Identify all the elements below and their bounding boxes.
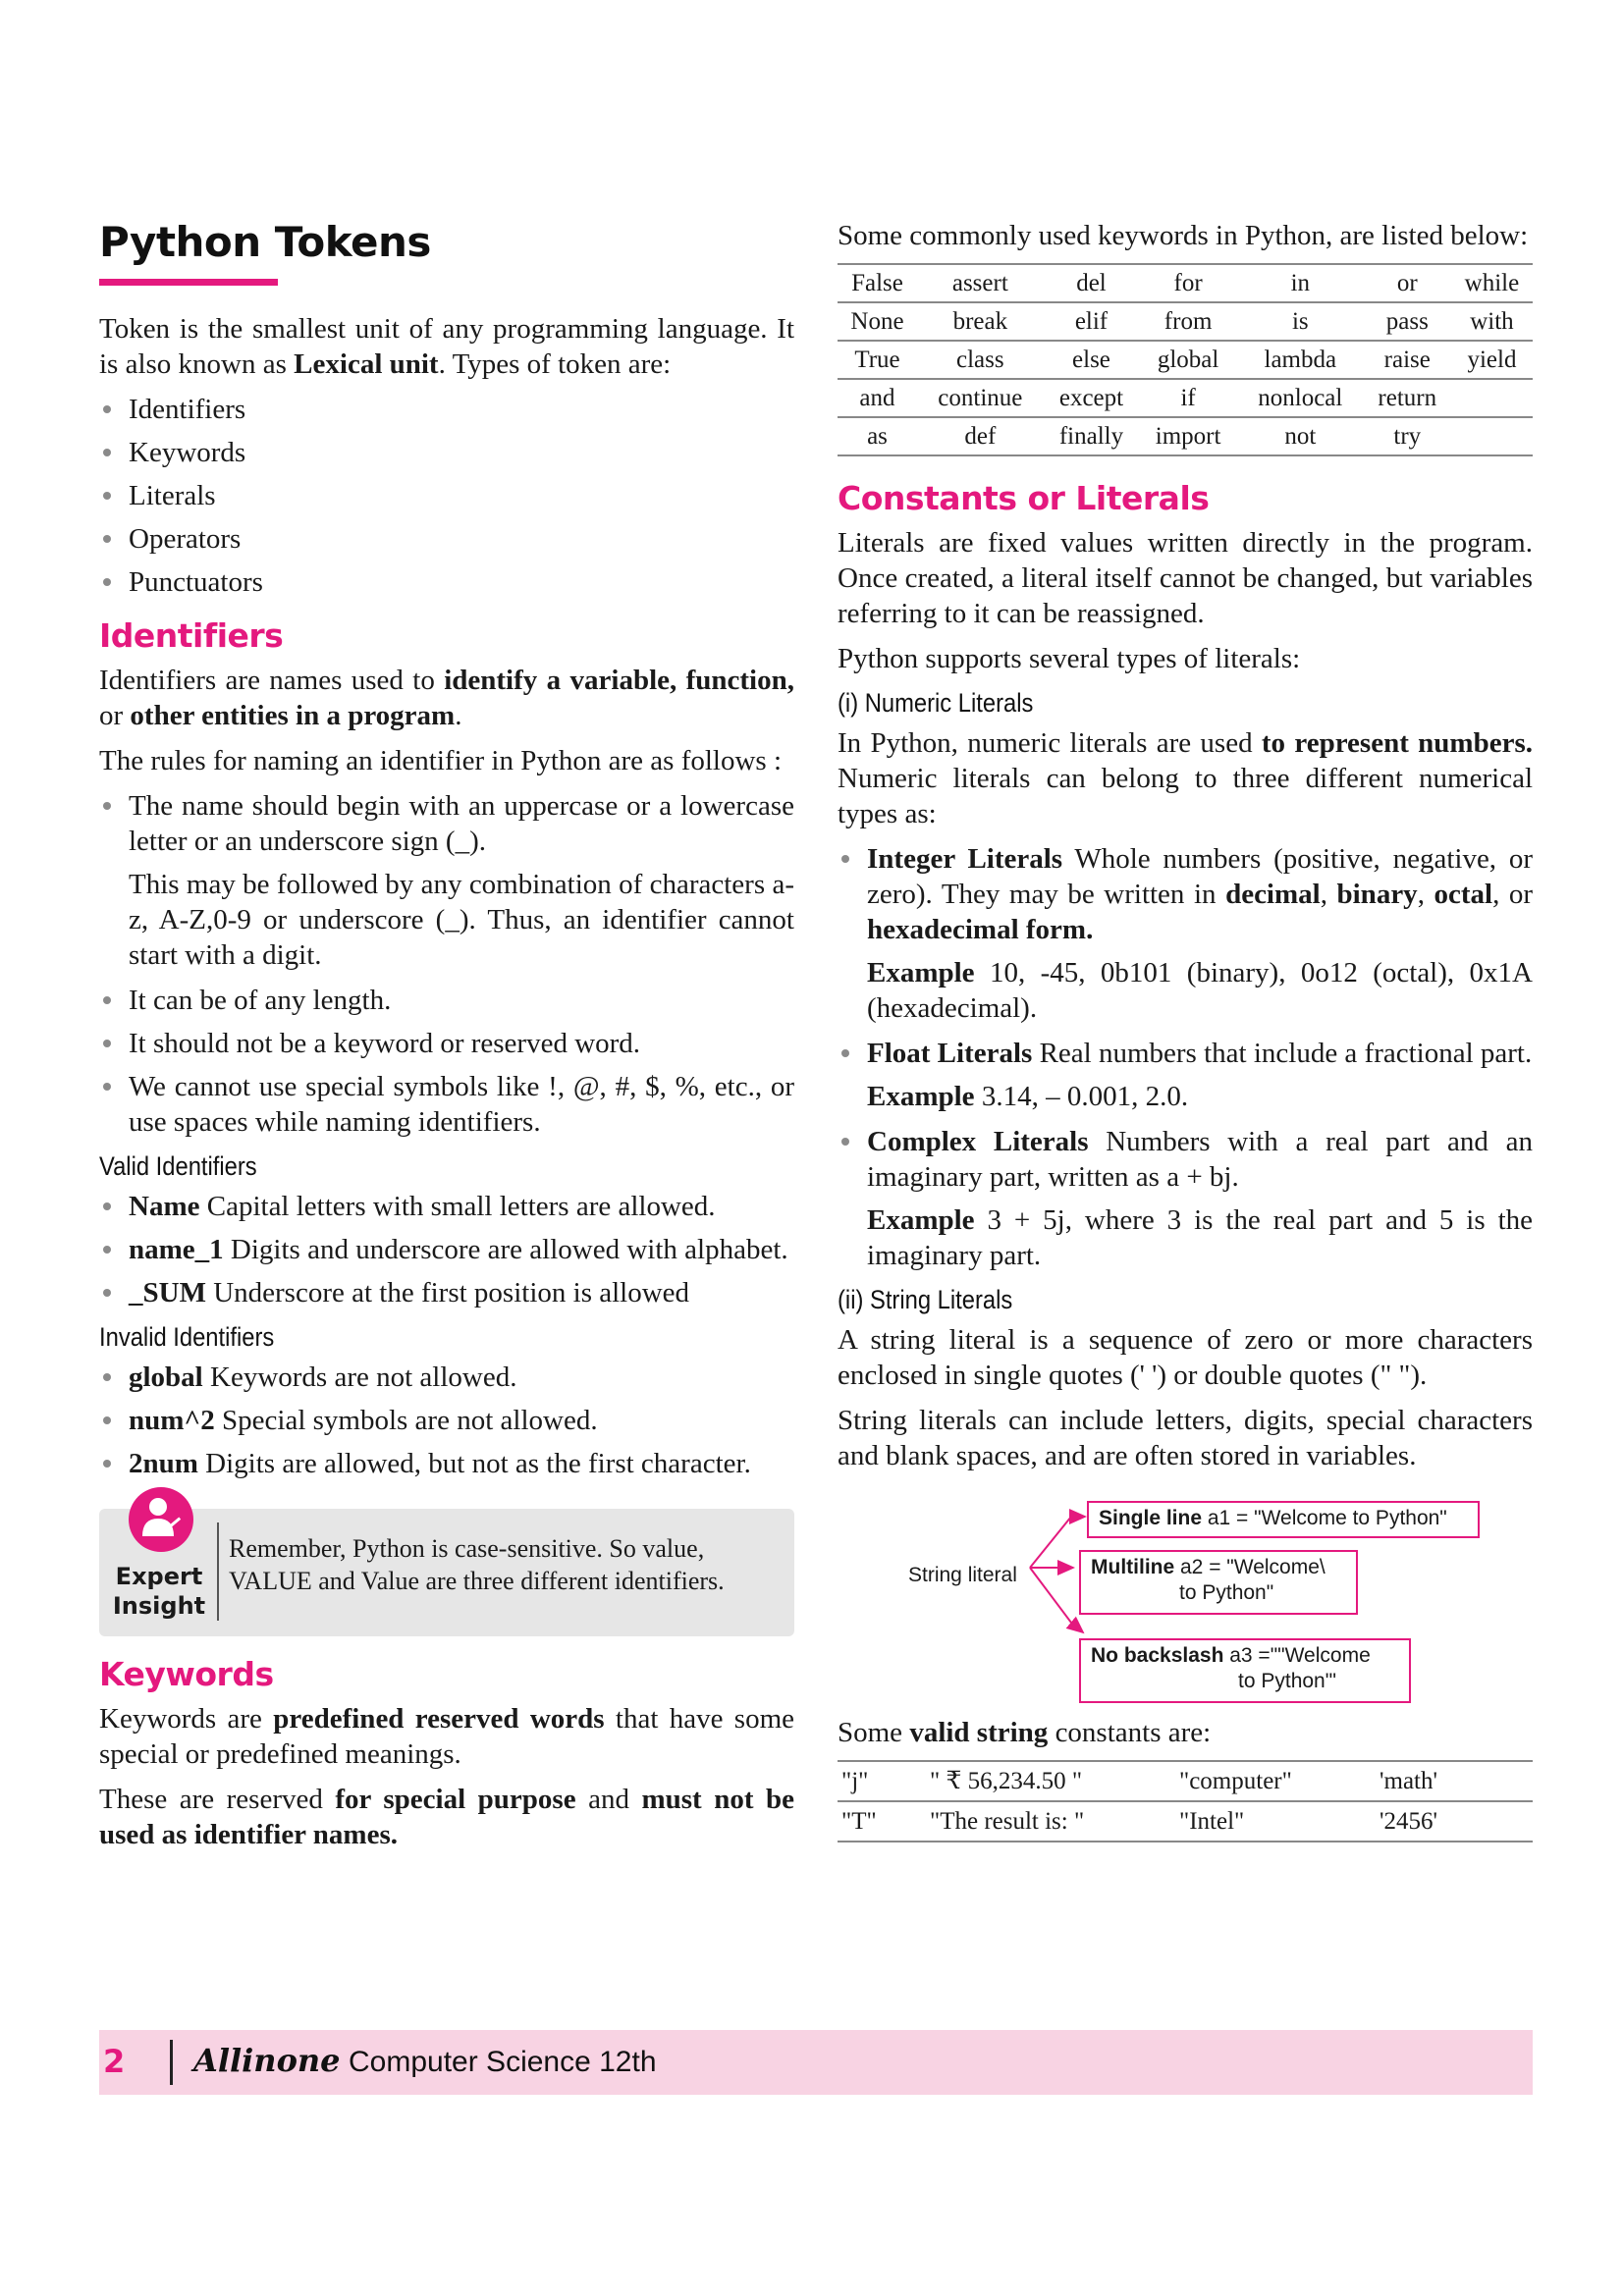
numeric-literals-definition: In Python, numeric literals are used to represent numbers. Numeric literals can belong to three different numerical types as:: [838, 727, 1533, 829]
keyword-cell: pass: [1364, 302, 1451, 341]
string-literal-definition: A string literal is a sequence of zero or more characters enclosed in single quotes (' ') or double quotes (" ").: [838, 1324, 1533, 1391]
identifiers-heading: Identifiers: [99, 616, 284, 655]
list-item: Literals: [99, 478, 794, 513]
keyword-cell: lambda: [1237, 341, 1364, 379]
valid-identifiers-heading: Valid Identifiers: [99, 1151, 257, 1181]
title-underline: [99, 279, 278, 286]
list-item: We cannot use special symbols like !, @, #, $, %, etc., or use spaces while naming identifiers.: [99, 1069, 794, 1140]
keyword-cell: def: [917, 417, 1044, 455]
keyword-cell: False: [838, 264, 917, 302]
page-number: 2: [103, 2043, 126, 2080]
string-cell: "T": [838, 1801, 926, 1842]
list-item: The name should begin with an uppercase or a lowercase letter or an underscore sign (_).: [99, 788, 794, 859]
keyword-cell: [1451, 417, 1533, 455]
keyword-cell: or: [1364, 264, 1451, 302]
keyword-cell: [1451, 379, 1533, 417]
keyword-cell: nonlocal: [1237, 379, 1364, 417]
string-cell: "Intel": [1175, 1801, 1376, 1842]
list-item: Keywords: [99, 435, 794, 470]
keyword-cell: from: [1139, 302, 1237, 341]
insight-divider: [217, 1522, 219, 1621]
keywords-reserved-note: These are reserved for special purpose and must not be used as identifier names.: [99, 1784, 794, 1850]
invalid-identifiers-list: [99, 1360, 794, 1481]
list-item: Integer Literals Whole numbers (positive, negative, or zero). They may be written in decimal, binary, octal, or hexadecimal form.: [838, 841, 1533, 947]
table-row: [838, 379, 1533, 417]
list-item: It can be of any length.: [99, 983, 794, 1018]
keyword-cell: while: [1451, 264, 1533, 302]
list-item: num^2 Special symbols are not allowed.: [99, 1403, 794, 1438]
valid-strings-table: [838, 1760, 1533, 1842]
keyword-cell: break: [917, 302, 1044, 341]
keyword-cell: assert: [917, 264, 1044, 302]
numeric-types-list: [838, 841, 1533, 947]
naming-rules-intro: The rules for naming an identifier in Python are as follows :: [99, 745, 783, 776]
keyword-cell: yield: [1451, 341, 1533, 379]
right-column: [838, 218, 1533, 1842]
literals-types-intro: Python supports several types of literals:: [838, 643, 1301, 674]
keyword-cell: as: [838, 417, 917, 455]
footer-divider: [170, 2040, 173, 2085]
string-cell: "j": [838, 1761, 926, 1801]
list-item: 2num Digits are allowed, but not as the first character.: [99, 1446, 794, 1481]
keyword-cell: raise: [1364, 341, 1451, 379]
token-intro: Token is the smallest unit of any programming language. It is also known as Lexical unit. Types of token are:: [99, 313, 794, 380]
valid-strings-intro: Some valid string constants are:: [838, 1717, 1212, 1748]
keyword-cell: global: [1139, 341, 1237, 379]
keyword-cell: True: [838, 341, 917, 379]
string-literal-contents: String literals can include letters, digits, special characters and blank spaces, and are often stored in variables.: [838, 1405, 1533, 1471]
list-item: Identifiers: [99, 392, 794, 427]
string-cell: "computer": [1175, 1761, 1376, 1801]
keyword-cell: elif: [1044, 302, 1140, 341]
keyword-cell: else: [1044, 341, 1140, 379]
numeric-types-list-complex: [838, 1124, 1533, 1195]
keyword-cell: finally: [1044, 417, 1140, 455]
token-types-list: [99, 392, 794, 600]
string-literal-diagram: [838, 1487, 1533, 1693]
diagram-source-label: String literal: [908, 1564, 1017, 1586]
list-item: Name Capital letters with small letters are allowed.: [99, 1189, 794, 1224]
literals-definition: Literals are fixed values written directly in the program. Once created, a literal itself cannot be changed, but variables referring to it can be reassigned.: [838, 527, 1533, 629]
book-title: Computer Science 12th: [349, 2046, 657, 2078]
keyword-cell: not: [1237, 417, 1364, 455]
expert-insight-box: [99, 1509, 794, 1636]
numeric-types-list-float: [838, 1036, 1533, 1071]
keyword-cell: None: [838, 302, 917, 341]
string-cell: "The result is: ": [926, 1801, 1175, 1842]
identifiers-definition: Identifiers are names used to identify a variable, function, or other entities in a program.: [99, 665, 794, 731]
list-item: global Keywords are not allowed.: [99, 1360, 794, 1395]
float-example: Example 3.14, – 0.001, 2.0.: [867, 1081, 1189, 1112]
list-item: It should not be a keyword or reserved word.: [99, 1026, 794, 1061]
invalid-identifiers-heading: Invalid Identifiers: [99, 1322, 275, 1352]
keyword-cell: except: [1044, 379, 1140, 417]
keyword-cell: try: [1364, 417, 1451, 455]
keyword-cell: return: [1364, 379, 1451, 417]
keywords-table-intro: Some commonly used keywords in Python, are listed below:: [838, 220, 1529, 251]
list-item: Float Literals Real numbers that include a fractional part.: [838, 1036, 1533, 1071]
keyword-cell: and: [838, 379, 917, 417]
naming-rules-list-cont: [99, 983, 794, 1140]
complex-example: Example 3 + 5j, where 3 is the real part and 5 is the imaginary part.: [867, 1204, 1533, 1271]
expert-person-icon: [129, 1487, 193, 1552]
keyword-cell: continue: [917, 379, 1044, 417]
list-item: Operators: [99, 521, 794, 557]
table-row: [838, 417, 1533, 455]
list-item: Punctuators: [99, 564, 794, 600]
single-line-box: Single line a1 = "Welcome to Python": [1087, 1501, 1480, 1538]
left-column: [99, 218, 794, 1862]
multiline-box: Multiline a2 = "Welcome\ to Python": [1079, 1550, 1358, 1615]
literals-heading: Constants or Literals: [838, 479, 1210, 517]
keyword-cell: with: [1451, 302, 1533, 341]
table-row: [838, 1761, 1533, 1801]
keyword-cell: class: [917, 341, 1044, 379]
keyword-cell: if: [1139, 379, 1237, 417]
keyword-cell: del: [1044, 264, 1140, 302]
naming-rules-list: [99, 788, 794, 859]
valid-identifiers-list: [99, 1189, 794, 1310]
keyword-cell: in: [1237, 264, 1364, 302]
brand-logo: Allinone: [193, 2042, 341, 2079]
keywords-heading: Keywords: [99, 1655, 274, 1693]
insight-text: Remember, Python is case-sensitive. So value, VALUE and Value are three different identifiers.: [229, 1534, 725, 1595]
table-row: [838, 341, 1533, 379]
keyword-cell: for: [1139, 264, 1237, 302]
rule-1-continuation: This may be followed by any combination of characters a-z, A-Z,0-9 or underscore (_). Thus, an identifier cannot start with a digit.: [129, 869, 794, 971]
numeric-literals-heading: (i) Numeric Literals: [838, 688, 1034, 718]
string-cell: 'math': [1376, 1761, 1533, 1801]
list-item: name_1 Digits and underscore are allowed with alphabet.: [99, 1232, 794, 1267]
string-cell: '2456': [1376, 1801, 1533, 1842]
integer-example: Example 10, -45, 0b101 (binary), 0o12 (octal), 0x1A (hexadecimal).: [867, 957, 1533, 1024]
keyword-cell: import: [1139, 417, 1237, 455]
no-backslash-box: No backslash a3 =""Welcome to Python"': [1079, 1638, 1411, 1703]
list-item: Complex Literals Numbers with a real part and an imaginary part, written as a + bj.: [838, 1124, 1533, 1195]
string-cell: " ₹ 56,234.50 ": [926, 1761, 1175, 1801]
page-footer: [99, 2030, 1533, 2095]
list-item: _SUM Underscore at the first position is allowed: [99, 1275, 794, 1310]
table-row: [838, 264, 1533, 302]
expert-insight-label: Expert Insight: [112, 1563, 206, 1620]
page-title: Python Tokens: [99, 218, 431, 266]
table-row: [838, 1801, 1533, 1842]
string-literals-heading: (ii) String Literals: [838, 1285, 1013, 1314]
keywords-definition: Keywords are predefined reserved words that have some special or predefined meanings.: [99, 1703, 794, 1770]
keywords-table: [838, 263, 1533, 456]
table-row: [838, 302, 1533, 341]
keyword-cell: is: [1237, 302, 1364, 341]
